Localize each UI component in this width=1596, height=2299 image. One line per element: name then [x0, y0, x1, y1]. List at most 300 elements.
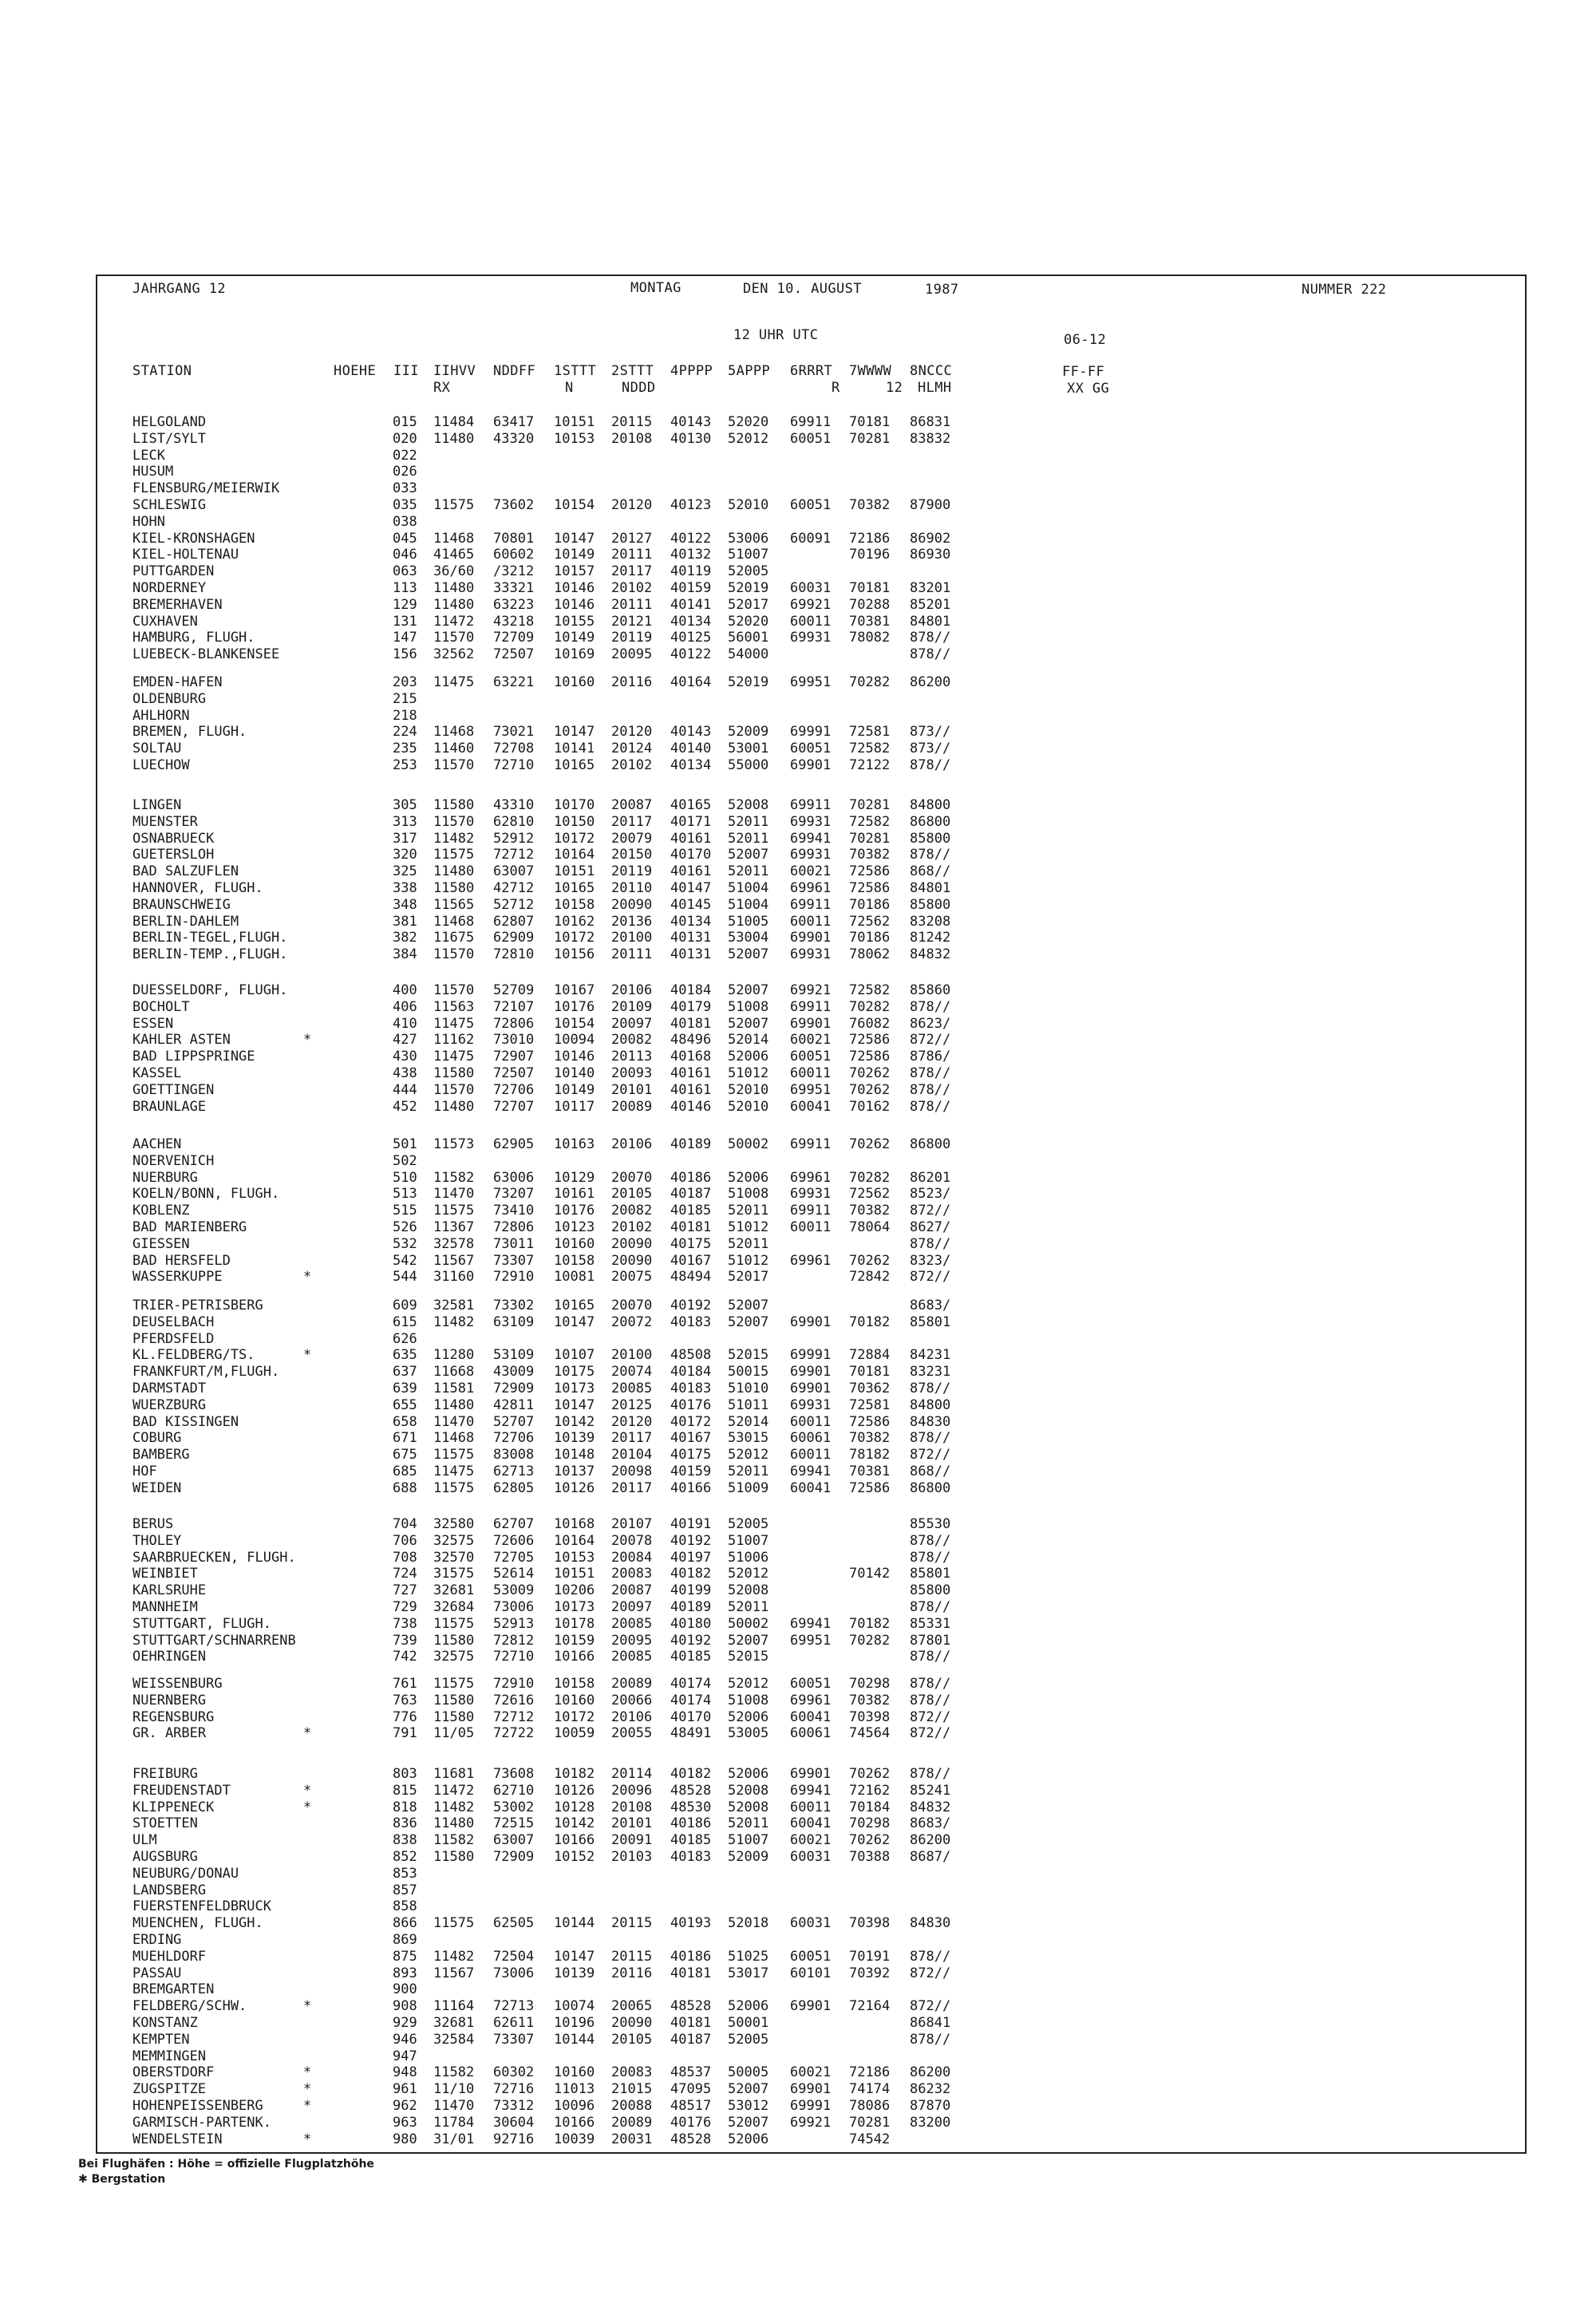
- cell-g: 60051: [790, 1049, 832, 1065]
- cell-mark: *: [303, 1347, 312, 1364]
- cell-i: 980: [393, 2131, 417, 2147]
- cell-i: 729: [393, 1599, 417, 1615]
- cell-f: 53012: [728, 2098, 769, 2114]
- cell-e: 40187: [670, 2031, 712, 2048]
- cell-n: 86232: [910, 2081, 951, 2098]
- cell-b: 72712: [493, 847, 535, 863]
- cell-a: 11475: [433, 674, 475, 690]
- cell-name: BAD HERSFELD: [132, 1252, 231, 1269]
- cell-n: 878//: [910, 1692, 951, 1708]
- cell-w: 70184: [849, 1799, 891, 1815]
- col-7wwww: 7WWWW: [849, 363, 892, 379]
- cell-c: 10175: [554, 1364, 595, 1381]
- cell-w: 74174: [849, 2081, 891, 2098]
- cell-g: 60091: [790, 530, 832, 547]
- cell-n: 86831: [910, 414, 951, 430]
- cell-e: 40193: [670, 1915, 712, 1932]
- cell-i: 215: [393, 690, 417, 707]
- cell-d: 20110: [611, 880, 653, 896]
- col-iihvv: IIHVV: [433, 363, 476, 379]
- cell-i: 427: [393, 1032, 417, 1049]
- cell-b: 62905: [493, 1136, 535, 1152]
- cell-g: 69941: [790, 1464, 832, 1479]
- cell-f: 53001: [728, 741, 769, 757]
- cell-b: 83008: [493, 1447, 535, 1464]
- cell-w: 72582: [849, 741, 891, 757]
- cell-c: 10154: [554, 497, 595, 513]
- cell-e: 40186: [670, 1948, 712, 1965]
- cell-g: 69931: [790, 1186, 832, 1203]
- cell-f: 52009: [728, 724, 769, 741]
- col-2sttt: 2STTT: [611, 363, 654, 379]
- cell-d: 20114: [611, 1766, 653, 1782]
- cell-w: 72164: [849, 1998, 891, 2015]
- cell-b: 62713: [493, 1464, 535, 1479]
- cell-i: 706: [393, 1532, 417, 1549]
- cell-name: LANDSBERG: [132, 1882, 207, 1898]
- cell-name: SAARBRUECKEN, FLUGH.: [132, 1549, 296, 1566]
- cell-b: 60302: [493, 2064, 535, 2081]
- cell-name: MUEHLDORF: [132, 1948, 207, 1965]
- cell-name: NUERNBERG: [132, 1692, 207, 1708]
- cell-w: 78182: [849, 1447, 891, 1464]
- cell-i: 235: [393, 741, 417, 757]
- cell-w: 70186: [849, 930, 891, 946]
- cell-a: 11570: [433, 982, 475, 998]
- cell-n: 873//: [910, 741, 951, 757]
- cell-name: DARMSTADT: [132, 1381, 207, 1396]
- cell-b: 52712: [493, 896, 535, 913]
- cell-i: 704: [393, 1516, 417, 1532]
- cell-name: BRAUNSCHWEIG: [132, 896, 231, 913]
- cell-i: 637: [393, 1364, 417, 1381]
- cell-n: 84800: [910, 1396, 951, 1413]
- cell-g: 69961: [790, 1169, 832, 1186]
- cell-g: 60041: [790, 1815, 832, 1832]
- cell-name: BREMGARTEN: [132, 1981, 215, 1998]
- cell-name: GR. ARBER: [132, 1725, 207, 1742]
- cell-c: 10173: [554, 1599, 595, 1615]
- cell-g: 60011: [790, 613, 832, 630]
- cell-a: 11570: [433, 813, 475, 830]
- cell-g: 69961: [790, 1252, 832, 1269]
- cell-d: 20115: [611, 414, 653, 430]
- cell-i: 045: [393, 530, 417, 547]
- cell-b: 30604: [493, 2114, 535, 2131]
- cell-e: 40191: [670, 1516, 712, 1532]
- cell-c: 11013: [554, 2081, 595, 2098]
- cell-i: 818: [393, 1799, 417, 1815]
- cell-b: 73006: [493, 1965, 535, 1981]
- cell-a: 11/10: [433, 2081, 475, 2098]
- cell-i: 430: [393, 1049, 417, 1065]
- cell-f: 51010: [728, 1381, 769, 1396]
- cell-name: FREUDENSTADT: [132, 1782, 231, 1799]
- cell-g: 60021: [790, 1032, 832, 1049]
- cell-e: 40168: [670, 1049, 712, 1065]
- cell-c: 10154: [554, 1015, 595, 1032]
- cell-n: 8683/: [910, 1298, 951, 1313]
- cell-g: 69921: [790, 982, 832, 998]
- cell-g: 60011: [790, 1219, 832, 1235]
- cell-c: 10166: [554, 1649, 595, 1665]
- col-iihvv-sub: RX: [433, 380, 451, 396]
- cell-b: 62707: [493, 1516, 535, 1532]
- cell-i: 035: [393, 497, 417, 513]
- cell-b: 72504: [493, 1948, 535, 1965]
- cell-i: 836: [393, 1815, 417, 1832]
- cell-c: 10128: [554, 1799, 595, 1815]
- cell-c: 10165: [554, 757, 595, 773]
- cell-d: 20083: [611, 2064, 653, 2081]
- cell-c: 10149: [554, 1081, 595, 1098]
- cell-a: 11575: [433, 1447, 475, 1464]
- issue-number: NUMMER 222: [1302, 282, 1387, 298]
- cell-a: 11567: [433, 1252, 475, 1269]
- cell-c: 10172: [554, 1708, 595, 1725]
- cell-e: 40170: [670, 847, 712, 863]
- cell-w: 74542: [849, 2131, 891, 2147]
- cell-mark: *: [303, 1998, 312, 2015]
- cell-name: KAHLER ASTEN: [132, 1032, 231, 1049]
- cell-b: 43310: [493, 797, 535, 813]
- col-7wwww-sub: 12: [886, 380, 903, 396]
- cell-e: 48491: [670, 1725, 712, 1742]
- cell-n: 86841: [910, 2015, 951, 2031]
- cell-i: 381: [393, 913, 417, 930]
- cell-e: 40131: [670, 946, 712, 963]
- col-iii: III: [393, 363, 419, 379]
- cell-g: 69951: [790, 1081, 832, 1098]
- cell-name: GIESSEN: [132, 1235, 190, 1252]
- cell-d: 20106: [611, 982, 653, 998]
- cell-n: 878//: [910, 2031, 951, 2048]
- cell-c: 10161: [554, 1186, 595, 1203]
- cell-b: 70801: [493, 530, 535, 547]
- cell-name: HOHN: [132, 513, 165, 530]
- cell-a: 41465: [433, 547, 475, 563]
- cell-g: 60061: [790, 1725, 832, 1742]
- cell-w: 72586: [849, 1032, 891, 1049]
- cell-f: 53015: [728, 1430, 769, 1447]
- cell-a: 11681: [433, 1766, 475, 1782]
- cell-f: 53005: [728, 1725, 769, 1742]
- cell-a: 11/05: [433, 1725, 475, 1742]
- cell-w: 72586: [849, 880, 891, 896]
- cell-i: 038: [393, 513, 417, 530]
- cell-i: 948: [393, 2064, 417, 2081]
- cell-e: 40186: [670, 1815, 712, 1832]
- cell-name: KIEL-KRONSHAGEN: [132, 530, 255, 547]
- cell-name: HOF: [132, 1464, 157, 1479]
- cell-c: 10142: [554, 1815, 595, 1832]
- cell-g: 69951: [790, 1632, 832, 1649]
- cell-b: 73410: [493, 1203, 535, 1219]
- cell-i: 761: [393, 1676, 417, 1692]
- cell-b: 73602: [493, 497, 535, 513]
- cell-g: 69901: [790, 1766, 832, 1782]
- cell-name: BAMBERG: [132, 1447, 190, 1464]
- cell-n: 84832: [910, 946, 951, 963]
- cell-f: 52017: [728, 596, 769, 613]
- cell-f: 52007: [728, 946, 769, 963]
- cell-name: ZUGSPITZE: [132, 2081, 207, 2098]
- cell-d: 20136: [611, 913, 653, 930]
- cell-b: 62810: [493, 813, 535, 830]
- cell-c: 10151: [554, 863, 595, 880]
- cell-w: 70281: [849, 797, 891, 813]
- cell-d: 20097: [611, 1015, 653, 1032]
- cell-a: 11570: [433, 946, 475, 963]
- cell-f: 52008: [728, 1582, 769, 1599]
- col-1sttt: 1STTT: [554, 363, 597, 379]
- cell-f: 51008: [728, 998, 769, 1015]
- cell-a: 36/60: [433, 563, 475, 580]
- cell-e: 48496: [670, 1032, 712, 1049]
- cell-a: 11580: [433, 1849, 475, 1865]
- cell-c: 10146: [554, 1049, 595, 1065]
- col-6rrrt: 6RRRT: [790, 363, 833, 379]
- cell-name: LINGEN: [132, 797, 182, 813]
- cell-n: 868//: [910, 863, 951, 880]
- cell-w: 70262: [849, 1832, 891, 1849]
- cell-g: 60041: [790, 1479, 832, 1496]
- cell-n: 872//: [910, 1447, 951, 1464]
- cell-i: 724: [393, 1566, 417, 1582]
- cell-d: 20117: [611, 1430, 653, 1447]
- cell-a: 11575: [433, 1203, 475, 1219]
- cell-d: 20070: [611, 1169, 653, 1186]
- cell-f: 51005: [728, 913, 769, 930]
- cell-d: 20115: [611, 1948, 653, 1965]
- cell-name: OBERSTDORF: [132, 2064, 215, 2081]
- cell-i: 675: [393, 1447, 417, 1464]
- cell-w: 70281: [849, 2114, 891, 2131]
- cell-b: 72709: [493, 630, 535, 646]
- cell-mark: *: [303, 2098, 312, 2114]
- cell-f: 52006: [728, 1766, 769, 1782]
- cell-a: 11580: [433, 797, 475, 813]
- cell-e: 48528: [670, 2131, 712, 2147]
- col-5appp: 5APPP: [728, 363, 771, 379]
- cell-n: 83200: [910, 2114, 951, 2131]
- cell-w: 70281: [849, 830, 891, 847]
- cell-b: 52912: [493, 830, 535, 847]
- cell-name: WEISSENBURG: [132, 1676, 223, 1692]
- col-station: STATION: [132, 363, 192, 379]
- cell-f: 52006: [728, 1169, 769, 1186]
- cell-c: 10153: [554, 430, 595, 447]
- cell-c: 10176: [554, 1203, 595, 1219]
- cell-n: 86930: [910, 547, 951, 563]
- cell-i: 317: [393, 830, 417, 847]
- cell-c: 10160: [554, 1235, 595, 1252]
- cell-e: 40119: [670, 563, 712, 580]
- date-label: DEN 10. AUGUST: [743, 281, 862, 297]
- cell-c: 10117: [554, 1098, 595, 1115]
- cell-g: 69921: [790, 2114, 832, 2131]
- cell-name: HAMBURG, FLUGH.: [132, 630, 255, 646]
- cell-g: 69931: [790, 946, 832, 963]
- cell-e: 47095: [670, 2081, 712, 2098]
- cell-d: 20120: [611, 497, 653, 513]
- cell-i: 253: [393, 757, 417, 773]
- cell-c: 10155: [554, 613, 595, 630]
- cell-i: 400: [393, 982, 417, 998]
- cell-w: 70382: [849, 847, 891, 863]
- cell-i: 853: [393, 1865, 417, 1882]
- cell-a: 11575: [433, 1479, 475, 1496]
- cell-e: 40167: [670, 1252, 712, 1269]
- cell-f: 52007: [728, 1313, 769, 1330]
- cell-a: 11563: [433, 998, 475, 1015]
- cell-w: 70388: [849, 1849, 891, 1865]
- cell-b: 60602: [493, 547, 535, 563]
- cell-c: 10144: [554, 2031, 595, 2048]
- cell-f: 52006: [728, 1708, 769, 1725]
- cell-w: 70298: [849, 1815, 891, 1832]
- cell-name: FUERSTENFELDBRUCK: [132, 1898, 271, 1915]
- cell-d: 20102: [611, 580, 653, 596]
- cell-n: 878//: [910, 998, 951, 1015]
- cell-e: 40125: [670, 630, 712, 646]
- cell-f: 52019: [728, 580, 769, 596]
- cell-n: 85800: [910, 830, 951, 847]
- cell-i: 962: [393, 2098, 417, 2114]
- cell-d: 20103: [611, 1849, 653, 1865]
- cell-name: WEINBIET: [132, 1566, 198, 1582]
- cell-name: HANNOVER, FLUGH.: [132, 880, 263, 896]
- cell-e: 40145: [670, 896, 712, 913]
- cell-a: 11580: [433, 880, 475, 896]
- cell-i: 609: [393, 1298, 417, 1313]
- cell-w: 72581: [849, 1396, 891, 1413]
- cell-a: 11575: [433, 847, 475, 863]
- cell-i: 866: [393, 1915, 417, 1932]
- cell-w: 72562: [849, 1186, 891, 1203]
- cell-b: 72107: [493, 998, 535, 1015]
- cell-e: 40176: [670, 1396, 712, 1413]
- cell-n: 878//: [910, 1649, 951, 1665]
- cell-n: 86800: [910, 1479, 951, 1496]
- cell-f: 52018: [728, 1915, 769, 1932]
- cell-g: 69911: [790, 797, 832, 813]
- cell-n: 83201: [910, 580, 951, 596]
- cell-f: 51008: [728, 1692, 769, 1708]
- cell-n: 86200: [910, 2064, 951, 2081]
- cell-i: 615: [393, 1313, 417, 1330]
- cell-name: FLENSBURG/MEIERWIK: [132, 480, 280, 497]
- cell-i: 325: [393, 863, 417, 880]
- cell-g: 60021: [790, 2064, 832, 2081]
- cell-b: 73608: [493, 1766, 535, 1782]
- cell-c: 10152: [554, 1849, 595, 1865]
- cell-d: 20101: [611, 1815, 653, 1832]
- cell-name: BREMERHAVEN: [132, 596, 223, 613]
- cell-b: 72706: [493, 1430, 535, 1447]
- cell-n: 8523/: [910, 1186, 951, 1203]
- col-ffff: FF-FF: [1062, 364, 1105, 380]
- cell-e: 40161: [670, 1065, 712, 1081]
- cell-f: 52007: [728, 1632, 769, 1649]
- cell-c: 10159: [554, 1632, 595, 1649]
- cell-g: 69931: [790, 847, 832, 863]
- cell-b: 72713: [493, 1998, 535, 2015]
- cell-f: 52012: [728, 1447, 769, 1464]
- cell-name: BAD MARIENBERG: [132, 1219, 247, 1235]
- cell-d: 20125: [611, 1396, 653, 1413]
- cell-name: REGENSBURG: [132, 1708, 215, 1725]
- cell-a: 11472: [433, 1782, 475, 1799]
- cell-w: 70282: [849, 998, 891, 1015]
- cell-b: 72507: [493, 1065, 535, 1081]
- cell-a: 11675: [433, 930, 475, 946]
- cell-w: 70382: [849, 1692, 891, 1708]
- cell-a: 11480: [433, 580, 475, 596]
- cell-w: 72162: [849, 1782, 891, 1799]
- cell-g: 69931: [790, 630, 832, 646]
- cell-name: HOHENPEISSENBERG: [132, 2098, 263, 2114]
- cell-n: 8323/: [910, 1252, 951, 1269]
- cell-a: 11472: [433, 613, 475, 630]
- cell-name: OLDENBURG: [132, 690, 207, 707]
- cell-mark: *: [303, 2064, 312, 2081]
- col-8nccc-sub: HLMH: [918, 380, 952, 396]
- cell-i: 727: [393, 1582, 417, 1599]
- cell-w: 70398: [849, 1915, 891, 1932]
- cell-w: 76082: [849, 1015, 891, 1032]
- cell-i: 742: [393, 1649, 417, 1665]
- cell-a: 11668: [433, 1364, 475, 1381]
- cell-c: 10148: [554, 1447, 595, 1464]
- cell-i: 320: [393, 847, 417, 863]
- cell-c: 10150: [554, 813, 595, 830]
- cell-b: 52707: [493, 1413, 535, 1430]
- cell-n: 878//: [910, 1676, 951, 1692]
- cell-c: 10126: [554, 1782, 595, 1799]
- cell-d: 20111: [611, 596, 653, 613]
- cell-f: 51007: [728, 547, 769, 563]
- cell-d: 20082: [611, 1032, 653, 1049]
- cell-a: 11581: [433, 1381, 475, 1396]
- cell-n: 87870: [910, 2098, 951, 2114]
- cell-d: 20066: [611, 1692, 653, 1708]
- cell-b: 63006: [493, 1169, 535, 1186]
- cell-d: 20087: [611, 797, 653, 813]
- cell-n: 84801: [910, 880, 951, 896]
- cell-e: 40161: [670, 863, 712, 880]
- cell-n: 878//: [910, 1599, 951, 1615]
- cell-d: 20090: [611, 1252, 653, 1269]
- col-2sttt-sub: NDDD: [622, 380, 656, 396]
- cell-a: 32570: [433, 1549, 475, 1566]
- cell-b: 72606: [493, 1532, 535, 1549]
- legend-airports: Bei Flughäfen : Höhe = offizielle Flugplatzhöhe: [78, 2158, 374, 2171]
- cell-name: TRIER-PETRISBERG: [132, 1298, 263, 1313]
- cell-name: THOLEY: [132, 1532, 182, 1549]
- cell-w: 72842: [849, 1269, 891, 1286]
- cell-c: 10146: [554, 596, 595, 613]
- cell-name: DUESSELDORF, FLUGH.: [132, 982, 288, 998]
- cell-i: 026: [393, 464, 417, 480]
- cell-e: 40183: [670, 1849, 712, 1865]
- cell-c: 10176: [554, 998, 595, 1015]
- cell-mark: *: [303, 1799, 312, 1815]
- cell-i: 305: [393, 797, 417, 813]
- cell-c: 10140: [554, 1065, 595, 1081]
- cell-d: 20117: [611, 563, 653, 580]
- cell-b: 73302: [493, 1298, 535, 1313]
